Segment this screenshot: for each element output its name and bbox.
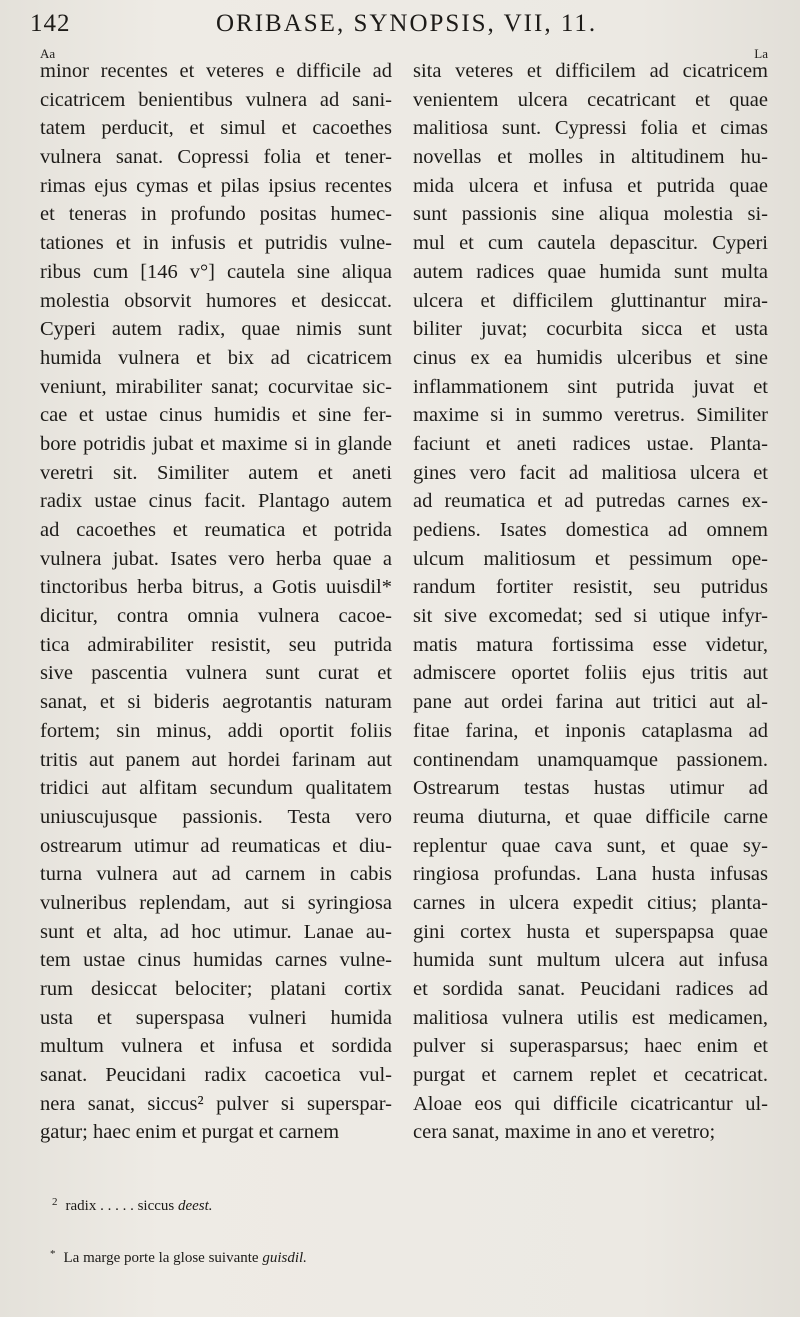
running-title: ORIBASE, SYNOPSIS, VII, 11. [216,10,598,37]
text-line: sunt passionis sine aliqua molestia si- [413,203,768,226]
text-line: sanat. Peucidani radix cacoetica vul- [40,1064,392,1087]
text-line: mida ulcera et infusa et putrida quae [413,174,768,197]
text-line: ribus cum [146 v°] cautela sine aliqua [40,260,392,283]
footnote-marker: * [50,1248,56,1260]
text-line: dicitur, contra omnia vulnera cacoe- [40,605,392,628]
text-line: cinus ex ea humidis ulceribus et sine [413,346,768,369]
text-line: gini cortex husta et superspарsa quae [413,920,768,943]
text-line: veniunt, mirabiliter sanat; cocurvitae sic- [40,375,392,398]
running-head [30,10,770,44]
text-line: radix ustae cinus facit. Plantago autem [40,490,392,513]
text-line: sive pascentia vulnera sunt curat et [40,662,392,685]
text-line: tationes et in infusis et putridis vulne- [40,232,392,255]
text-line: matis matura fortissima esse videtur, [413,633,768,656]
footnote-asterisk [40,1250,740,1280]
text-line: randum fortiter resistit, seu putridus [413,576,768,599]
text-line: vulnera jubat. Isates vero herba quae a [40,547,392,570]
text-line: purgat et carnem replet et cecatricat. [413,1064,768,1087]
text-line: sunt et alta, ad hoc utimur. Lanae au- [40,920,392,943]
text-line: venientem ulcera cecatricant et quae [413,88,768,111]
text-line: carnes in ulcera expedit citius; planta- [413,891,768,914]
text-line: usta et superspasa vulneri humida [40,1006,392,1029]
text-line: ostrearum utimur ad reumaticas et diu- [40,834,392,857]
footnote-text: radix . . . . . siccus [65,1198,178,1214]
text-line: fitae farina, et inponis cataplasma ad [413,719,768,742]
text-line: fortem; sin minus, addi oportit foliis [40,719,392,742]
text-line: replentur quae cava sunt, et quae sy- [413,834,768,857]
text-line: novellas et molles in altitudinem hu- [413,146,768,169]
text-line: ulcera et difficilem gluttinantur mira- [413,289,768,312]
signature-mark-left: Aa [40,46,56,61]
text-line: multum vulnera et infusa et sordida [40,1035,392,1058]
text-line: maxime si in summo veretrus. Similiter [413,404,768,427]
text-line: Aloae eos qui difficile cicatricantur ul- [413,1092,768,1115]
text-line: humida vulnera et bix ad cicatricem [40,346,392,369]
text-line: admiscere oportet foliis ejus tritis aut [413,662,768,685]
text-line: veretri sit. Similiter autem et aneti [40,461,392,484]
text-line: tridici aut alfitam secundum qualitatem [40,777,392,800]
text-line: tatem perducit, et simul et cacoethes [40,117,392,140]
text-line: pulver si superasparsus; haec enim et [413,1035,768,1058]
text-line: sita veteres et difficilem ad cicatricem [413,60,768,82]
page-number: 142 [30,10,71,37]
text-line: biliter juvat; cocurbita sicca et usta [413,318,768,341]
text-line: pediens. Isates domestica ad omnem [413,519,768,541]
text-line: tica admirabiliter resistit, seu putrida [40,633,392,656]
text-line: malitiosa sunt. Cypressi folia et cimas [413,117,768,140]
text-line: tinctoribus herba bitrus, a Gotis uuisdil* [40,576,392,599]
text-line: gatur; haec enim et purgat et carnem [40,1121,340,1144]
text-line: rum desiccat belociter; platani cortix [40,978,392,1000]
text-line: cera sanat, maxime in ano et veretro; [413,1121,716,1144]
text-line: rimas ejus cymas et pilas ipsius recentes [40,174,392,197]
text-line: inflammationem sint putrida juvat et [413,375,768,398]
text-line: ulcum malitiosum et pessimum ope- [413,547,768,570]
text-line: ad cacoethes et reumatica et potrida [40,519,392,541]
text-line: Ostrearum testas hustas utimur ad [413,777,768,800]
text-line: reuma diuturna, et quae difficile carne [413,805,768,828]
text-line: ad reumatica et ad putredas carnes ex- [413,490,768,513]
text-line: minor recentes et veteres e difficile ad [40,60,392,82]
text-line: sanat, et si bideris aegrotantis naturam [40,691,392,714]
text-line: ringiosa profundas. Lana husta infusas [413,863,768,886]
text-line: tritis aut panem aut hordei farinam aut [40,748,392,771]
signature-mark-right: La [754,46,768,61]
footnote-2 [40,1198,740,1228]
footnote-marker: 2 [52,1196,58,1208]
text-line: vulneribus replendam, aut si syringiosa [40,891,392,914]
text-line: turna vulnera aut ad carnem in cabis [40,863,392,886]
text-line: et teneras in profundo positas humec- [40,203,392,226]
text-line: cae et ustae cinus humidis et sine fer- [40,404,392,427]
text-line: mul et cum cautela depascitur. Cyperi [413,232,768,255]
footnote-italic: guisdil. [262,1250,307,1266]
footnote-text: La marge porte la glose suivante [63,1250,263,1266]
text-line: vulnera sanat. Copressi folia et tener- [40,146,392,169]
text-line: autem radices quae humida sunt multa [413,260,768,283]
text-line: pane aut ordei farina aut tritici aut al- [413,691,768,714]
text-line: bore potridis jubat et maxime si in glande [40,432,392,455]
footnotes [40,1198,740,1280]
text-line: uniuscujusque passionis. Testa vero [40,805,392,828]
text-line: gines vero facit ad malitiosa ulcera et [413,461,768,484]
text-line: molestia obsorvit humores et desiccat. [40,289,392,312]
text-line: nera sanat, siccus² pulver si superspar- [40,1092,392,1115]
footnote-italic: deest. [177,1198,213,1214]
text-line: humida sunt multum ulcera aut infusa [413,949,768,972]
text-line: faciunt et aneti radices ustae. Planta- [413,432,768,455]
right-column-latin-text [413,57,768,1147]
text-line: continendam unamquamque passionem. [413,748,768,771]
text-line: malitiosa vulnera utilis est medicamen, [413,1006,768,1029]
text-line: tem ustae cinus humidas carnes vulne- [40,949,392,972]
text-line: Cyperi autem radix, quae nimis sunt [40,318,392,341]
text-line: sit sive excomedat; sed si utique infyr- [413,605,768,628]
text-line: et sordida sanat. Peucidani radices ad [413,978,768,1000]
left-column-latin-text [40,57,392,1147]
text-line: cicatricem benientibus vulnera ad sani- [40,88,392,111]
